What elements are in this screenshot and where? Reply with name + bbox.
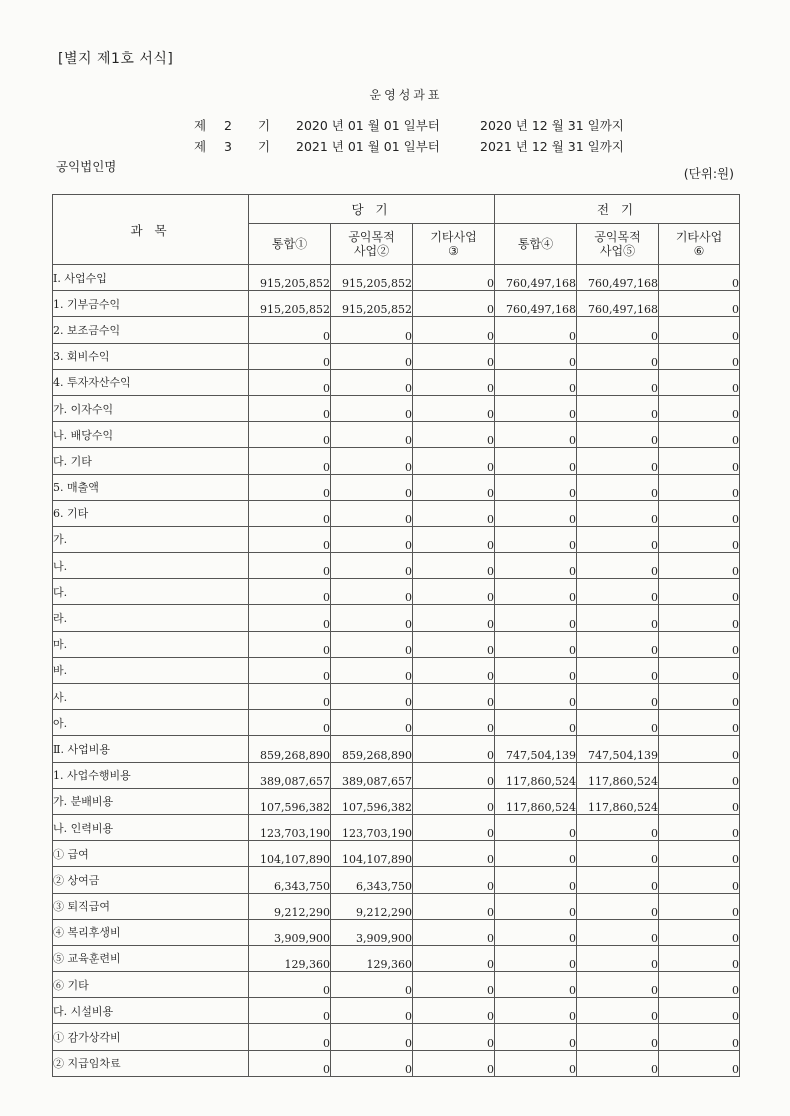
amount-cell: 0 [495, 448, 577, 474]
amount-cell: 0 [659, 422, 740, 448]
amount-cell: 0 [249, 657, 331, 683]
table-row [53, 762, 740, 788]
amount-cell: 0 [577, 893, 659, 919]
table-row [53, 710, 740, 736]
amount-cell: 0 [249, 1050, 331, 1076]
column-header: 기타사업 ③ [413, 224, 495, 265]
amount-cell: 0 [495, 422, 577, 448]
period-line-1 [194, 116, 624, 134]
period-je: 제 [194, 118, 207, 133]
amount-cell: 0 [659, 945, 740, 971]
row-label: 2. 보조금수익 [53, 317, 249, 343]
amount-cell: 117,860,524 [495, 788, 577, 814]
amount-cell: 0 [413, 1050, 495, 1076]
amount-cell: 0 [577, 972, 659, 998]
amount-cell: 0 [249, 631, 331, 657]
amount-cell: 0 [331, 631, 413, 657]
row-label: ② 지급임차료 [53, 1050, 249, 1076]
amount-cell: 0 [577, 814, 659, 840]
amount-cell: 0 [659, 265, 740, 291]
amount-cell: 0 [659, 1050, 740, 1076]
amount-cell: 0 [577, 684, 659, 710]
table-row [53, 265, 740, 291]
table-row [53, 945, 740, 971]
amount-cell: 0 [659, 814, 740, 840]
amount-cell: 0 [659, 736, 740, 762]
period-start: 2020 년 01 월 01 일부터 [296, 118, 440, 133]
period-gi: 기 [258, 139, 271, 154]
amount-cell: 0 [659, 710, 740, 736]
subject-header: 과 목 [53, 195, 249, 265]
amount-cell: 0 [249, 1024, 331, 1050]
amount-cell: 0 [249, 422, 331, 448]
amount-cell: 0 [659, 291, 740, 317]
row-label: 나. [53, 553, 249, 579]
table-row [53, 500, 740, 526]
row-label: 3. 회비수익 [53, 343, 249, 369]
row-label: ① 감가상각비 [53, 1024, 249, 1050]
amount-cell: 0 [659, 893, 740, 919]
amount-cell: 859,268,890 [331, 736, 413, 762]
amount-cell: 915,205,852 [249, 291, 331, 317]
amount-cell: 0 [413, 526, 495, 552]
amount-cell: 0 [577, 605, 659, 631]
row-label: 가. 분배비용 [53, 788, 249, 814]
table-row [53, 579, 740, 605]
amount-cell: 0 [577, 919, 659, 945]
amount-cell: 0 [659, 684, 740, 710]
amount-cell: 123,703,190 [249, 814, 331, 840]
amount-cell: 117,860,524 [577, 762, 659, 788]
amount-cell: 760,497,168 [577, 265, 659, 291]
amount-cell: 0 [413, 972, 495, 998]
amount-cell: 0 [413, 710, 495, 736]
amount-cell: 0 [659, 500, 740, 526]
amount-cell: 0 [413, 291, 495, 317]
amount-cell: 0 [577, 631, 659, 657]
amount-cell: 3,909,900 [331, 919, 413, 945]
row-label: 5. 매출액 [53, 474, 249, 500]
table-row [53, 317, 740, 343]
row-label: ① 급여 [53, 841, 249, 867]
column-header: 기타사업 ⑥ [659, 224, 740, 265]
period-line-2 [194, 137, 624, 155]
table-row [53, 684, 740, 710]
amount-cell: 0 [413, 369, 495, 395]
amount-cell: 0 [659, 553, 740, 579]
row-label: 다. [53, 579, 249, 605]
amount-cell: 0 [577, 1050, 659, 1076]
row-label: 가. [53, 526, 249, 552]
amount-cell: 0 [413, 474, 495, 500]
amount-cell: 0 [577, 867, 659, 893]
amount-cell: 0 [249, 317, 331, 343]
amount-cell: 747,504,139 [577, 736, 659, 762]
amount-cell: 0 [331, 369, 413, 395]
column-header: 공익목적 사업② [331, 224, 413, 265]
table-row [53, 736, 740, 762]
amount-cell: 6,343,750 [331, 867, 413, 893]
table-row [53, 369, 740, 395]
table-row [53, 395, 740, 421]
amount-cell: 760,497,168 [495, 291, 577, 317]
amount-cell: 915,205,852 [331, 291, 413, 317]
row-label: Ⅰ. 사업수입 [53, 265, 249, 291]
amount-cell: 0 [413, 1024, 495, 1050]
amount-cell: 0 [495, 867, 577, 893]
amount-cell: 0 [495, 343, 577, 369]
amount-cell: 0 [249, 448, 331, 474]
amount-cell: 0 [495, 841, 577, 867]
amount-cell: 0 [331, 998, 413, 1024]
amount-cell: 0 [413, 343, 495, 369]
amount-cell: 0 [331, 422, 413, 448]
amount-cell: 104,107,890 [249, 841, 331, 867]
amount-cell: 0 [413, 448, 495, 474]
table-row [53, 1050, 740, 1076]
amount-cell: 0 [577, 553, 659, 579]
amount-cell: 760,497,168 [495, 265, 577, 291]
table-row [53, 893, 740, 919]
table-row [53, 657, 740, 683]
amount-cell: 0 [495, 945, 577, 971]
amount-cell: 129,360 [331, 945, 413, 971]
amount-cell: 0 [331, 1050, 413, 1076]
amount-cell: 0 [577, 448, 659, 474]
row-label: 라. [53, 605, 249, 631]
amount-cell: 0 [659, 631, 740, 657]
amount-cell: 0 [495, 814, 577, 840]
current-period-header: 당 기 [249, 195, 495, 224]
row-label: ⑥ 기타 [53, 972, 249, 998]
row-label: 1. 기부금수익 [53, 291, 249, 317]
amount-cell: 0 [659, 474, 740, 500]
amount-cell: 389,087,657 [331, 762, 413, 788]
amount-cell: 0 [495, 369, 577, 395]
amount-cell: 0 [577, 710, 659, 736]
amount-cell: 0 [495, 998, 577, 1024]
row-label: 다. 시설비용 [53, 998, 249, 1024]
amount-cell: 0 [249, 474, 331, 500]
amount-cell: 0 [249, 343, 331, 369]
amount-cell: 0 [413, 814, 495, 840]
table-row [53, 553, 740, 579]
amount-cell: 0 [249, 605, 331, 631]
row-label: ③ 퇴직급여 [53, 893, 249, 919]
amount-cell: 117,860,524 [495, 762, 577, 788]
amount-cell: 0 [331, 553, 413, 579]
amount-cell: 9,212,290 [331, 893, 413, 919]
amount-cell: 0 [495, 893, 577, 919]
row-label: 사. [53, 684, 249, 710]
amount-cell: 0 [577, 422, 659, 448]
amount-cell: 0 [331, 972, 413, 998]
amount-cell: 0 [413, 500, 495, 526]
table-row [53, 448, 740, 474]
amount-cell: 0 [659, 343, 740, 369]
amount-cell: 0 [495, 553, 577, 579]
row-label: ② 상여금 [53, 867, 249, 893]
amount-cell: 107,596,382 [249, 788, 331, 814]
period-number: 3 [224, 139, 232, 154]
amount-cell: 0 [577, 945, 659, 971]
amount-cell: 0 [659, 526, 740, 552]
amount-cell: 107,596,382 [331, 788, 413, 814]
amount-cell: 0 [331, 317, 413, 343]
amount-cell: 0 [413, 317, 495, 343]
row-label: 4. 투자자산수익 [53, 369, 249, 395]
table-row [53, 526, 740, 552]
amount-cell: 0 [331, 710, 413, 736]
amount-cell: 0 [659, 395, 740, 421]
amount-cell: 0 [249, 553, 331, 579]
amount-cell: 0 [577, 526, 659, 552]
amount-cell: 9,212,290 [249, 893, 331, 919]
amount-cell: 0 [413, 631, 495, 657]
amount-cell: 0 [413, 762, 495, 788]
period-gi: 기 [258, 118, 271, 133]
amount-cell: 0 [659, 788, 740, 814]
amount-cell: 0 [659, 448, 740, 474]
table-row [53, 343, 740, 369]
amount-cell: 0 [577, 841, 659, 867]
amount-cell: 389,087,657 [249, 762, 331, 788]
amount-cell: 0 [577, 317, 659, 343]
table-row [53, 291, 740, 317]
column-header: 공익목적 사업⑤ [577, 224, 659, 265]
amount-cell: 0 [413, 736, 495, 762]
amount-cell: 3,909,900 [249, 919, 331, 945]
table-row [53, 998, 740, 1024]
unit-label: (단위:원) [683, 166, 734, 181]
amount-cell: 0 [331, 500, 413, 526]
amount-cell: 0 [495, 631, 577, 657]
amount-cell: 0 [659, 762, 740, 788]
amount-cell: 0 [495, 657, 577, 683]
period-end: 2021 년 12 월 31 일까지 [480, 139, 624, 154]
amount-cell: 0 [331, 448, 413, 474]
amount-cell: 0 [249, 684, 331, 710]
row-label: 6. 기타 [53, 500, 249, 526]
amount-cell: 0 [577, 369, 659, 395]
amount-cell: 915,205,852 [249, 265, 331, 291]
row-label: ⑤ 교육훈련비 [53, 945, 249, 971]
amount-cell: 6,343,750 [249, 867, 331, 893]
amount-cell: 0 [495, 1050, 577, 1076]
amount-cell: 0 [249, 710, 331, 736]
amount-cell: 0 [249, 998, 331, 1024]
amount-cell: 0 [495, 500, 577, 526]
amount-cell: 0 [413, 893, 495, 919]
column-header: 통합① [249, 224, 331, 265]
amount-cell: 0 [577, 579, 659, 605]
amount-cell: 0 [659, 972, 740, 998]
amount-cell: 0 [577, 474, 659, 500]
table-row [53, 841, 740, 867]
amount-cell: 0 [331, 1024, 413, 1050]
amount-cell: 129,360 [249, 945, 331, 971]
amount-cell: 0 [249, 579, 331, 605]
table-row [53, 474, 740, 500]
amount-cell: 0 [331, 579, 413, 605]
amount-cell: 0 [331, 474, 413, 500]
amount-cell: 0 [249, 500, 331, 526]
row-label: 아. [53, 710, 249, 736]
amount-cell: 0 [413, 395, 495, 421]
row-label: 마. [53, 631, 249, 657]
amount-cell: 0 [659, 579, 740, 605]
table-row [53, 605, 740, 631]
amount-cell: 0 [577, 1024, 659, 1050]
amount-cell: 0 [249, 972, 331, 998]
row-label: 나. 배당수익 [53, 422, 249, 448]
table-row [53, 814, 740, 840]
amount-cell: 0 [495, 1024, 577, 1050]
amount-cell: 0 [413, 788, 495, 814]
column-header: 통합④ [495, 224, 577, 265]
amount-cell: 0 [413, 841, 495, 867]
period-number: 2 [224, 118, 232, 133]
amount-cell: 0 [331, 343, 413, 369]
amount-cell: 0 [659, 369, 740, 395]
row-label: 1. 사업수행비용 [53, 762, 249, 788]
amount-cell: 0 [659, 998, 740, 1024]
amount-cell: 0 [659, 1024, 740, 1050]
period-start: 2021 년 01 월 01 일부터 [296, 139, 440, 154]
amount-cell: 0 [413, 998, 495, 1024]
amount-cell: 0 [331, 657, 413, 683]
amount-cell: 747,504,139 [495, 736, 577, 762]
row-label: 나. 인력비용 [53, 814, 249, 840]
amount-cell: 0 [495, 710, 577, 736]
amount-cell: 0 [413, 684, 495, 710]
amount-cell: 0 [413, 265, 495, 291]
row-label: ④ 복리후생비 [53, 919, 249, 945]
row-label: 다. 기타 [53, 448, 249, 474]
amount-cell: 0 [577, 343, 659, 369]
amount-cell: 0 [331, 526, 413, 552]
row-label: Ⅱ. 사업비용 [53, 736, 249, 762]
amount-cell: 0 [413, 553, 495, 579]
amount-cell: 0 [577, 657, 659, 683]
amount-cell: 0 [331, 605, 413, 631]
period-je: 제 [194, 139, 207, 154]
amount-cell: 0 [413, 605, 495, 631]
table-row [53, 1024, 740, 1050]
form-number-tag: [별지 제1호 서식] [58, 51, 174, 67]
corp-name-label: 공익법인명 [56, 159, 117, 174]
amount-cell: 123,703,190 [331, 814, 413, 840]
amount-cell: 0 [413, 945, 495, 971]
amount-cell: 859,268,890 [249, 736, 331, 762]
table-row [53, 919, 740, 945]
amount-cell: 0 [659, 657, 740, 683]
amount-cell: 0 [495, 579, 577, 605]
previous-period-header: 전 기 [495, 195, 740, 224]
amount-cell: 0 [495, 605, 577, 631]
amount-cell: 0 [495, 972, 577, 998]
amount-cell: 760,497,168 [577, 291, 659, 317]
amount-cell: 0 [413, 422, 495, 448]
amount-cell: 0 [577, 395, 659, 421]
amount-cell: 0 [495, 526, 577, 552]
period-end: 2020 년 12 월 31 일까지 [480, 118, 624, 133]
amount-cell: 117,860,524 [577, 788, 659, 814]
amount-cell: 0 [249, 369, 331, 395]
amount-cell: 0 [331, 395, 413, 421]
table-row [53, 422, 740, 448]
table-row [53, 788, 740, 814]
amount-cell: 104,107,890 [331, 841, 413, 867]
operating-results-table [52, 194, 740, 1077]
amount-cell: 0 [659, 919, 740, 945]
amount-cell: 0 [577, 998, 659, 1024]
amount-cell: 0 [495, 919, 577, 945]
amount-cell: 0 [413, 579, 495, 605]
amount-cell: 0 [577, 500, 659, 526]
amount-cell: 0 [249, 526, 331, 552]
table-row [53, 867, 740, 893]
amount-cell: 0 [413, 867, 495, 893]
amount-cell: 0 [659, 605, 740, 631]
table-row [53, 631, 740, 657]
amount-cell: 0 [331, 684, 413, 710]
document-title: 운영성과표 [369, 88, 443, 102]
amount-cell: 0 [495, 684, 577, 710]
amount-cell: 0 [659, 317, 740, 343]
amount-cell: 0 [495, 395, 577, 421]
amount-cell: 0 [249, 395, 331, 421]
row-label: 바. [53, 657, 249, 683]
amount-cell: 0 [659, 841, 740, 867]
amount-cell: 915,205,852 [331, 265, 413, 291]
amount-cell: 0 [413, 657, 495, 683]
amount-cell: 0 [495, 474, 577, 500]
amount-cell: 0 [659, 867, 740, 893]
amount-cell: 0 [413, 919, 495, 945]
row-label: 가. 이자수익 [53, 395, 249, 421]
amount-cell: 0 [495, 317, 577, 343]
table-row [53, 972, 740, 998]
